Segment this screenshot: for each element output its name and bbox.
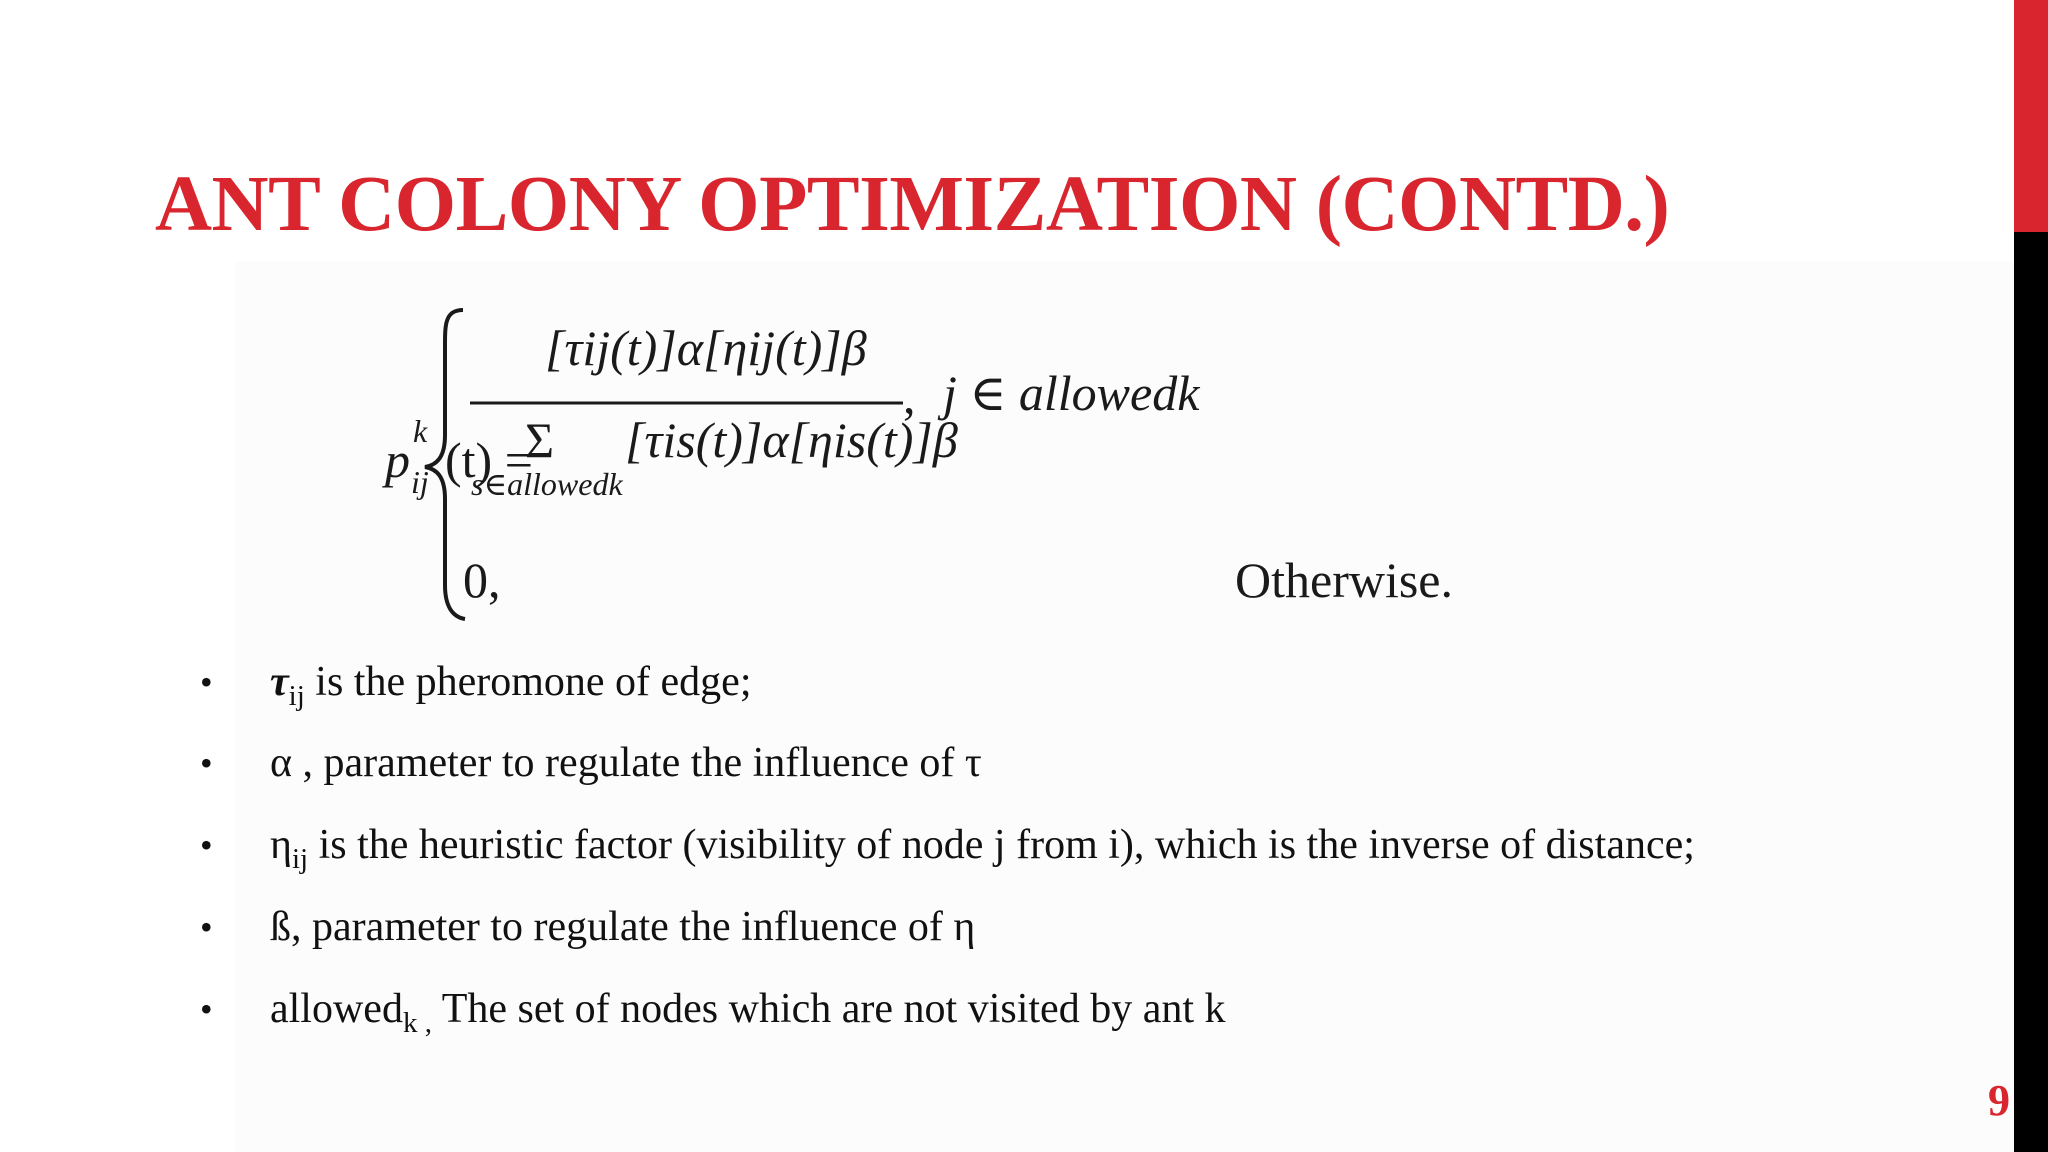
symbol-beta: ß — [270, 904, 291, 950]
bullet-dot: • — [200, 825, 213, 865]
bullet-dot: • — [200, 907, 213, 947]
slide-title: ANT COLONY OPTIMIZATION (CONTD.) — [155, 161, 1670, 248]
definition-text: , parameter to regulate the influence of η — [291, 904, 976, 950]
bullet-dot: • — [200, 743, 213, 783]
definition-text: is the pheromone of edge; — [304, 659, 752, 705]
formula-otherwise: Otherwise. — [1235, 552, 1453, 608]
formula-numerator: [τij(t)]α[ηij(t)]β — [545, 320, 867, 376]
symbol-alpha: α — [270, 740, 293, 786]
formula-lhs-sub: ij — [411, 464, 429, 500]
bullet-dot: • — [200, 989, 213, 1029]
symbol-subscript: k , — [402, 1007, 432, 1039]
symbol-allowed: allowed — [270, 986, 403, 1032]
bullet-dot: • — [200, 662, 213, 702]
symbol-eta: η — [270, 822, 292, 868]
definition-text: , parameter to regulate the influence of τ — [292, 740, 982, 786]
formula-denominator: [τis(t)]α[ηis(t)]β — [625, 412, 958, 468]
symbol-subscript: ij — [288, 680, 305, 712]
formula-comma: , — [903, 368, 916, 424]
formula-lhs-sup: k — [413, 413, 428, 449]
definition-text: is the heuristic factor (visibility of node j from i), which is the inverse of distance; — [308, 822, 1695, 868]
symbol-subscript: ij — [291, 843, 309, 875]
formula-lhs-p: p — [385, 432, 410, 488]
formula-sum-symbol: Σ — [525, 412, 555, 468]
formula-condition: j ∈ allowedk — [943, 365, 1200, 421]
formula-lhs-arg: (t) = — [445, 432, 533, 488]
slide-number: 9 — [1988, 1076, 2010, 1125]
formula-sum-subscript: s∈allowedk — [471, 466, 623, 502]
definition-text: The set of nodes which are not visited by ant k — [431, 986, 1226, 1032]
right-edge-accent — [2014, 0, 2048, 232]
symbol-tau: τ — [270, 659, 289, 705]
formula-zero: 0, — [463, 552, 501, 608]
